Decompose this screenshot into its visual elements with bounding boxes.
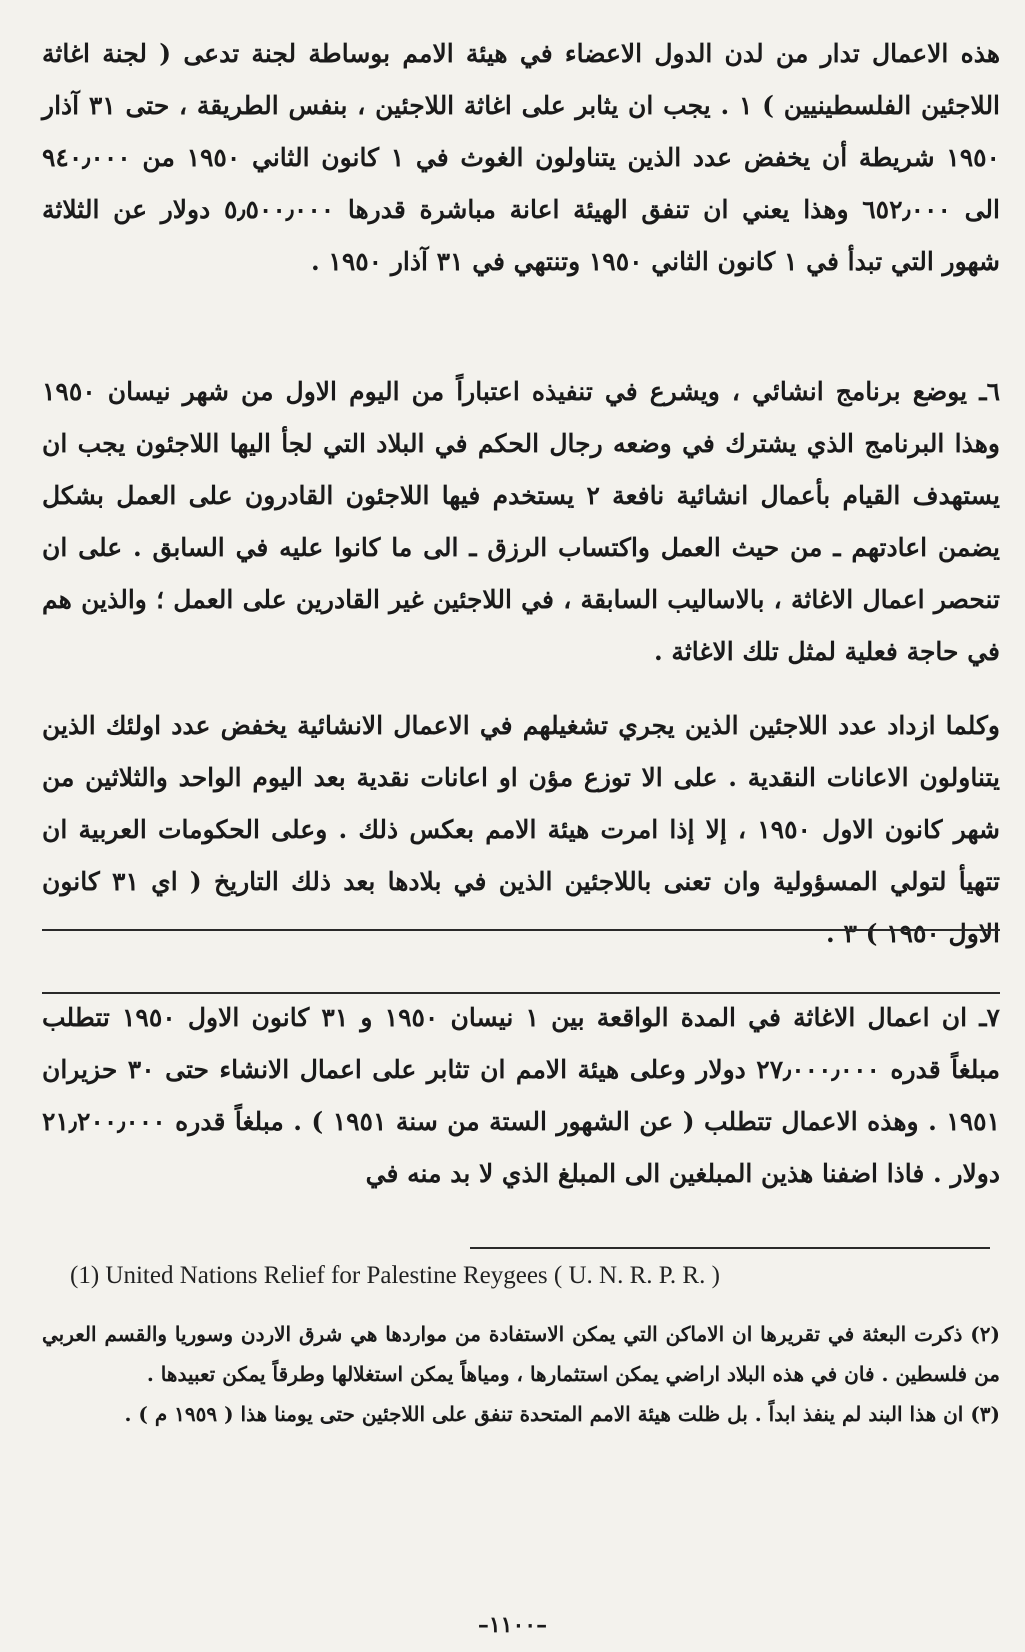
page-number: –١١٠٠– [477, 1612, 548, 1638]
footnote-1: (1) United Nations Relief for Palestine Reygees ( U. N. R. P. R. ) [70, 1262, 720, 1289]
footnote-3: (٣) ان هذا البند لم ينفذ ابداً . بل ظلت هيئة الامم المتحدة تنفق على اللاجئين حتى يومنا هذا ( ١٩٥٩ م ) . [124, 1402, 1000, 1426]
footnote-2: (٢) ذكرت البعثة في تقريرها ان الاماكن التي يمكن الاستفادة من مواردها هي شرق الاردن وسوريا والقسم العربي من فلسطين . فان في هذه البلاد اراضي يمكن استثمارها ، ومياهاً يمكن استغلالها وطرقاً يمكن تعبيدها . [42, 1322, 1000, 1386]
underline-rule [42, 929, 1000, 931]
paragraph-budget-estimates: ٧ـ ان اعمال الاغاثة في المدة الواقعة بين ١ نيسان ١٩٥٠ و ٣١ كانون الاول ١٩٥٠ تتطلب مبلغاً قدره ٢٧٫٠٠٠٫٠٠٠ دولار وعلى هيئة الامم ان تثابر على اعمال الانشاء حتى ٣٠ حزيران ١٩٥١ . وهذه الاعمال تتطلب ( عن الشهور الستة من سنة ١٩٥١ ) . مبلغاً قدره ٢١٫٢٠٠٫٠٠٠ دولار . فاذا اضفنا هذين المبلغين الى المبلغ الذي لا بد منه في [42, 1003, 1000, 1188]
paragraph-relief-until-march: هذه الاعمال تدار من لدن الدول الاعضاء في هيئة الامم بوساطة لجنة تدعى ( لجنة اغاثة اللاجئين الفلسطينيين ) ١ . يجب ان يثابر على اغاثة اللاجئين ، بنفس الطريقة ، حتى ٣١ آذار ١٩٥٠ شريطة أن يخفض عدد الذين يتناولون الغوث في ١ كانون الثاني ١٩٥٠ من ٩٤٠٫٠٠٠ الى ٦٥٢٫٠٠٠ وهذا يعني ان تنفق الهيئة اعانة مباشرة قدرها ٥٫٥٠٠٫٠٠٠ دولار عن الثلاثة شهور التي تبدأ في ١ كانون الثاني ١٩٥٠ وتنتهي في ٣١ آذار ١٩٥٠ . [42, 39, 1001, 276]
footnotes [42, 1314, 1000, 1434]
footnote-separator [470, 1247, 990, 1249]
paragraph-construction-program: ٦ـ يوضع برنامج انشائي ، ويشرع في تنفيذه اعتباراً من اليوم الاول من شهر نيسان ١٩٥٠ وهذا البرنامج الذي يشترك في وضعه رجال الحكم في البلاد التي لجأ اليها اللاجئون يجب ان يستهدف القيام بأعمال انشائية نافعة ٢ يستخدم فيها اللاجئون القادرون على العمل بشكل يضمن اعادتهم ـ من حيث العمل واكتساب الرزق ـ الى ما كانوا عليه في السابق . على ان تنحصر اعمال الاغاثة ، بالاساليب السابقة ، في اللاجئين غير القادرين على العمل ؛ والذين هم في حاجة فعلية لمثل تلك الاغاثة . [42, 377, 1000, 666]
paragraph-reduction-of-aid: وكلما ازداد عدد اللاجئين الذين يجري تشغيلهم في الاعمال الانشائية يخفض عدد اولئك الذين يتناولون الاعانات النقدية . على الا توزع مؤن او اعانات نقدية بعد اليوم الواحد والثلاثين من شهر كانون الاول ١٩٥٠ ، إلا إذا امرت هيئة الامم بعكس ذلك . وعلى الحكومات العربية ان تتهيأ لتولي المسؤولية وان تعنى باللاجئين الذين في بلادها بعد ذلك التاريخ ( اي ٣١ كانون الاول ١٩٥٠ ) ٣ . [42, 711, 1000, 948]
